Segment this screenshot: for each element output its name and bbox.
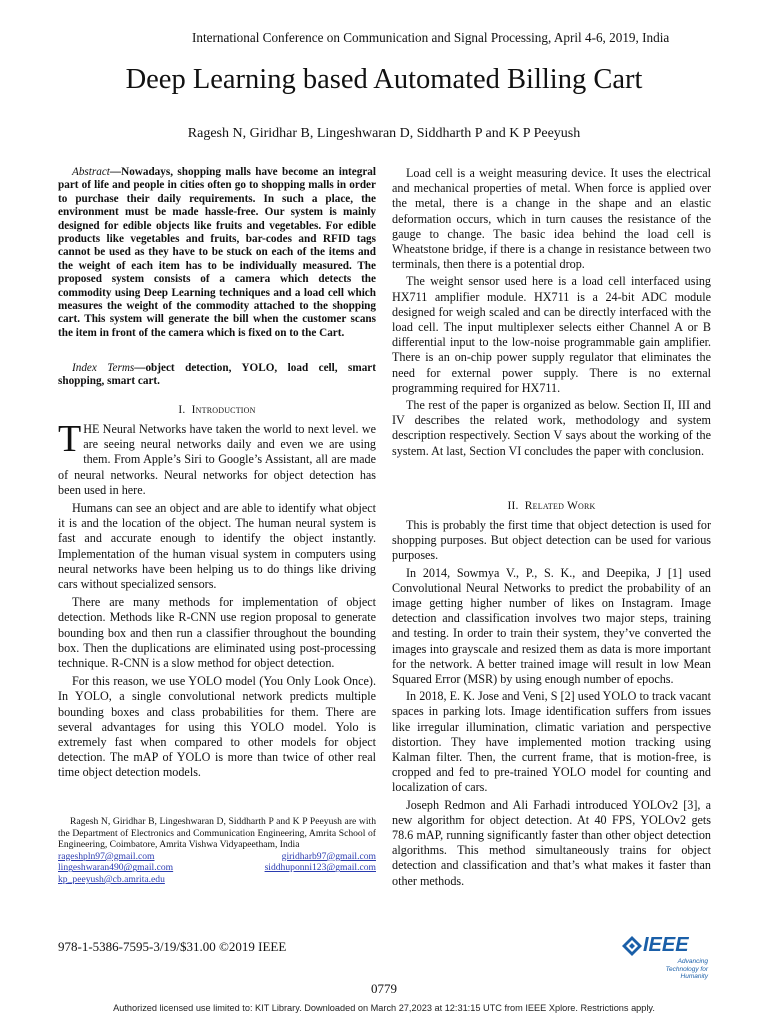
page-number: 0779	[371, 981, 397, 996]
abstract-label: Abstract	[72, 166, 110, 178]
right-column-intro	[392, 166, 711, 459]
index-terms-label: Index Terms	[72, 362, 135, 374]
paragraph: THE Neural Networks have taken the world to next level. we are seeing neural networks daily and even we are using them. From Apple’s Siri to Google’s Assistant, all are made of neural networks. Neural networks for object detection has been used in here.	[58, 418, 376, 497]
introduction-body	[58, 418, 376, 781]
section-number: II.	[507, 500, 519, 512]
email-link[interactable]: giridharb97@gmail.com	[281, 850, 376, 862]
drop-cap: T	[58, 418, 82, 460]
paper-authors: Ragesh N, Giridhar B, Lingeshwaran D, Siddharth P and K P Peeyush	[187, 126, 581, 141]
paragraph: Joseph Redmon and Ali Farhadi introduced YOLOv2 [3], a new algorithm for object detection. At 40 FPS, YOLOv2 gets 78.6 mAP, running significantly faster than other object detection algorithms. This method simultaneously trains for object detection and classification and that’s what makes it faster than other methods.	[392, 797, 711, 888]
section-title: Related Work	[524, 500, 596, 512]
paragraph: For this reason, we use YOLO model (You Only Look Once). In YOLO, a single convolutional network predicts multiple bounding boxes and class probabilities for them. There are several advantages for using this YOLO model. Yolo is extremely fast when compared to other models for object detection. The mAP of YOLO is more than twice of other real time object detection models.	[58, 674, 376, 780]
ieee-logo	[618, 934, 708, 978]
paragraph: The rest of the paper is organized as below. Section II, III and IV describes the related work, methodology and system description respectively. Section V says about the working of the system. At last, Section VI concludes the paper with conclusion.	[392, 398, 711, 458]
paragraph: Humans can see an object and are able to identify what object it is and the location of the object. The human neural system is fast and accurate enough to identify the object instantly. Implementation of the human visual system in computers using neural networks have been helping us to do things like driving cars without specialized sensors.	[58, 501, 376, 592]
paragraph: In 2014, Sowmya V., P., S. K., and Deepika, J [1] used Convolutional Neural Networks to predict the probability of an image getting higher number of likes on Instagram. Image detection and classification involves two major steps, training and testing. In order to train their system, they’ve converted the images into grayscale and resized them as data is more important for the network. A better trained image will result in low Mean Squared Error (MSR) by using enough number of epochs.	[392, 565, 711, 687]
index-terms: Index Terms—object detection, YOLO, load cell, smart shopping, smart cart.	[58, 362, 376, 388]
section-heading-related-work	[392, 500, 711, 512]
isbn-copyright: 978-1-5386-7595-3/19/$31.00 ©2019 IEEE	[58, 939, 287, 954]
paragraph: The weight sensor used here is a load cell interfaced using HX711 amplifier module. HX711 is a 24-bit ADC module designed for weigh scaled and can be directly interfaced with the load cell. The input multiplexer selects either Channel A or B differential input to the low-noise programmable gain amplifier. There is an on-chip power supply regulator that eliminates the need for external power supply. There is no external programming required for HX711.	[392, 274, 711, 395]
abstract: Abstract—Nowadays, shopping malls have become an integral part of life and people in cities often go to shopping malls in order to purchase their daily requirements. In such a place, the environment must be made hassle-free. Our system is mainly designed for edible objects like fruits and vegetables. For edible products like vegetables and fruits, bar-codes and RFID tags cannot be used as they have to be stuck on each of the items and the weight of each item has to be individually measured. The proposed system consists of a camera which detects the commodity using Deep Learning techniques and a load cell which measures the weight of the commodity attached to the shopping cart. This system will generate the bill when the customer scans the item in front of the camera which is fixed on to the Cart.	[58, 166, 376, 339]
ieee-tagline: Advancing Technology for Humanity	[665, 958, 708, 980]
section-title: Introduction	[191, 404, 256, 416]
author-footnote	[58, 816, 376, 886]
section-number: I.	[178, 404, 186, 416]
email-link[interactable]: rageshpln97@gmail.com	[58, 850, 155, 862]
footnote-text: Ragesh N, Giridhar B, Lingeshwaran D, Siddharth P and K P Peeyush are with the Department of Electronics and Communication Engineering, Amrita School of Engineering, Coimbatore, Amrita Vishwa Vidyapeetham, India	[58, 816, 376, 851]
section-heading-introduction	[58, 404, 376, 416]
email-link[interactable]: lingeshwaran490@gmail.com	[58, 862, 174, 874]
email-link[interactable]: siddhuponni123@gmail.com	[264, 862, 376, 874]
ieee-diamond-icon	[622, 936, 642, 956]
abstract-text: Nowadays, shopping malls have become an integral part of life and people in cities often go to shopping malls in order to purchase their daily requirements. In such a place, the environment must be made hassle-free. Our system is mainly designed for edible objects like fruits and vegetables. For edible products like vegetables and fruits, bar-codes and RFID tags cannot be used as they have to be stuck on each of the items and the weight of each item has to be individually measured. The proposed system consists of a camera which detects the commodity using Deep Learning techniques and a load cell which measures the weight of the commodity attached to the shopping cart. This system will generate the bill when the customer scans the item in front of the camera which is fixed on to the Cart.	[58, 166, 376, 339]
paper-title: Deep Learning based Automated Billing Cart	[125, 64, 643, 95]
conference-header: International Conference on Communication and Signal Processing, April 4-6, 2019, India	[192, 30, 670, 45]
index-terms-text: object detection, YOLO, load cell, smart shopping, smart cart.	[58, 362, 376, 388]
paragraph: Load cell is a weight measuring device. It uses the electrical and mechanical properties of metal. When force is applied over the metal, there is a change in the shape and an elastic deformation occurs, which in turn causes the resistance of the gauge to change. The basic idea behind the load cell is Wheatstone bridge, if there is a change in resistance between two terminals, then there is a potential drop.	[392, 166, 711, 272]
related-work-body	[392, 518, 711, 889]
paragraph: This is probably the first time that object detection is used for shopping purposes. But object detection can be used for various purposes.	[392, 518, 711, 563]
authorized-use-notice: Authorized licensed use limited to: KIT Library. Downloaded on March 27,2023 at 12:31:15 UTC from IEEE Xplore. Restrictions apply.	[113, 1003, 655, 1013]
paragraph: In 2018, E. K. Jose and Veni, S [2] used YOLO to track vacant spaces in parking lots. Image identification suffers from issues like irregular illumination, climatic variation and perspective distortion. They have implemented motion tracking using Kalman filter. Then, the current frame, that is motion-free, is cropped and fed to pre-trained YOLO model for counting and localization of cars.	[392, 689, 711, 795]
ieee-logo-text: IEEE	[643, 934, 689, 956]
email-link[interactable]: kp_peeyush@cb.amrita.edu	[58, 873, 165, 885]
paragraph: There are many methods for implementation of object detection. Methods like R-CNN use region proposal to generate bounding box and then run a classifier throughout the bounding box. Then the duplications are eliminated using post-processing technique. R-CNN is a slow method for object detection.	[58, 595, 376, 671]
